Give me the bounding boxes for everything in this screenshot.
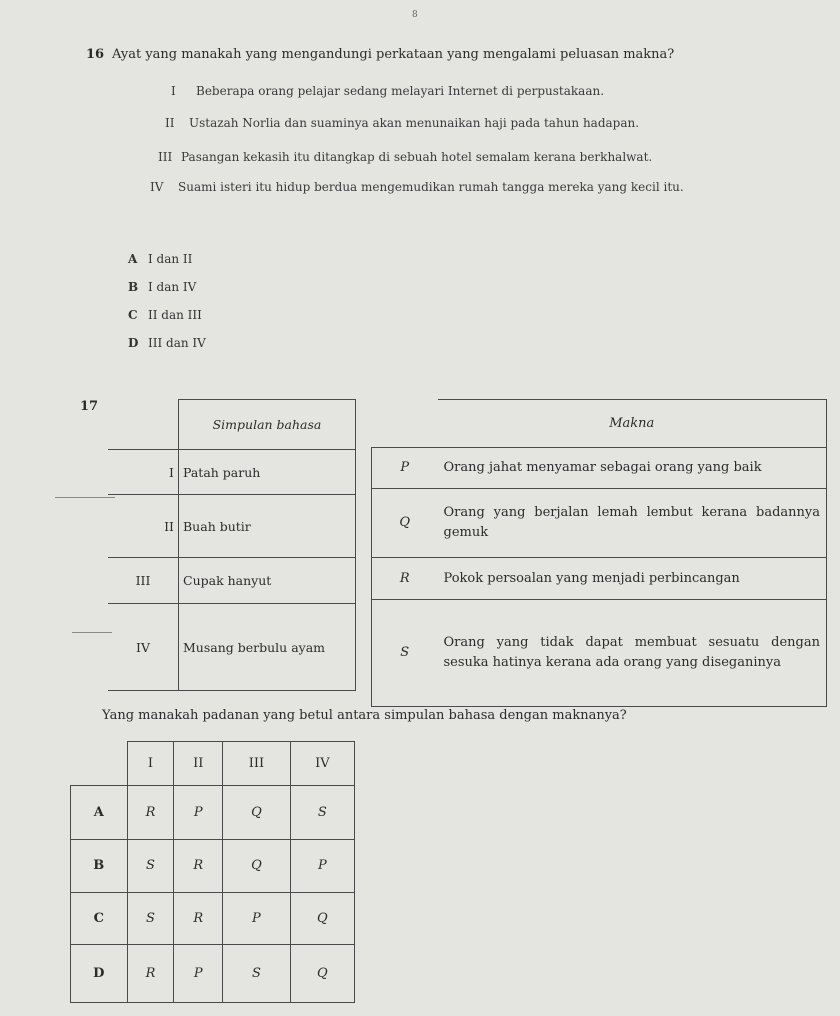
answer-cell: Q xyxy=(223,840,291,892)
simpulan-row-text: Buah butir xyxy=(179,495,356,558)
option-a-letter: A xyxy=(128,252,138,266)
answer-cell: S xyxy=(223,944,291,1002)
simpulan-row-num: IV xyxy=(108,604,179,691)
makna-row-text: Pokok persoalan yang menjadi perbincangan xyxy=(438,558,827,600)
answer-cell: S xyxy=(127,840,174,892)
simpulan-row-text: Cupak hanyut xyxy=(179,558,356,604)
answer-cell: P xyxy=(174,786,223,840)
answer-table xyxy=(70,741,355,1003)
answer-cell: Q xyxy=(290,892,354,944)
makna-row-text: Orang yang tidak dapat membuat sesuatu dengan sesuka hatinya kerana ada orang yang diseganinya xyxy=(438,600,827,707)
option-c-text: II dan III xyxy=(148,308,202,322)
answer-row-letter: A xyxy=(71,786,128,840)
answer-cell: P xyxy=(223,892,291,944)
question-16-number: 16 xyxy=(86,47,105,62)
answer-cell: R xyxy=(127,786,174,840)
answer-cell: R xyxy=(174,892,223,944)
option-a-text: I dan II xyxy=(148,252,193,266)
statement-2-text: Ustazah Norlia dan suaminya akan menunaikan haji pada tahun hadapan. xyxy=(189,116,640,130)
option-d-text: III dan IV xyxy=(148,336,206,350)
makna-row-letter: R xyxy=(372,558,438,600)
answer-col-header: III xyxy=(223,742,291,786)
simpulan-row-text: Musang berbulu ayam xyxy=(179,604,356,691)
option-c-letter: C xyxy=(128,308,138,322)
option-b-text: I dan IV xyxy=(148,280,197,294)
answer-cell: P xyxy=(174,944,223,1002)
answer-row-d[interactable] xyxy=(71,944,355,1002)
answer-row-letter: D xyxy=(71,944,128,1002)
answer-cell: R xyxy=(127,944,174,1002)
answer-row-letter: C xyxy=(71,892,128,944)
makna-header: Makna xyxy=(438,400,827,448)
question-17-prompt: Yang manakah padanan yang betul antara simpulan bahasa dengan maknanya? xyxy=(102,708,627,723)
simpulan-bahasa-table xyxy=(108,399,356,691)
page-number: 8 xyxy=(412,10,418,20)
simpulan-row-text: Patah paruh xyxy=(179,450,356,495)
statement-4-num: IV xyxy=(150,180,164,194)
blank-cell xyxy=(372,400,438,448)
answer-row-b[interactable] xyxy=(71,840,355,892)
question-17-number: 17 xyxy=(80,399,99,414)
option-d[interactable] xyxy=(128,336,206,350)
answer-col-header: I xyxy=(127,742,174,786)
option-b[interactable] xyxy=(128,280,196,294)
statement-4-text: Suami isteri itu hidup berdua mengemudikan rumah tangga mereka yang kecil itu. xyxy=(178,180,684,194)
option-b-letter: B xyxy=(128,280,139,294)
answer-col-header: II xyxy=(174,742,223,786)
makna-table xyxy=(371,399,827,707)
answer-cell: R xyxy=(174,840,223,892)
statement-3-num: III xyxy=(158,150,173,164)
makna-row-text: Orang jahat menyamar sebagai orang yang baik xyxy=(438,448,827,489)
dash-line xyxy=(55,497,115,498)
blank-cell xyxy=(108,400,179,450)
blank-cell xyxy=(71,742,128,786)
answer-row-letter: B xyxy=(71,840,128,892)
option-c[interactable] xyxy=(128,308,202,322)
simpulan-row-num: III xyxy=(108,558,179,604)
simpulan-row-num: I xyxy=(108,450,179,495)
makna-row-letter: S xyxy=(372,600,438,707)
simpulan-bahasa-header: Simpulan bahasa xyxy=(179,400,356,450)
makna-row-letter: Q xyxy=(372,489,438,558)
option-a[interactable] xyxy=(128,252,192,266)
answer-cell: Q xyxy=(223,786,291,840)
answer-cell: P xyxy=(290,840,354,892)
simpulan-row-num: II xyxy=(108,495,179,558)
answer-cell: S xyxy=(127,892,174,944)
question-16-text: Ayat yang manakah yang mengandungi perkataan yang mengalami peluasan makna? xyxy=(112,47,675,62)
statement-1-num: I xyxy=(171,84,176,98)
statement-3-text: Pasangan kekasih itu ditangkap di sebuah hotel semalam kerana berkhalwat. xyxy=(181,150,653,164)
statement-2-num: II xyxy=(165,116,175,130)
answer-col-header: IV xyxy=(290,742,354,786)
option-d-letter: D xyxy=(128,336,139,350)
answer-row-c[interactable] xyxy=(71,892,355,944)
makna-row-text: Orang yang berjalan lemah lembut kerana badannya gemuk xyxy=(438,489,827,558)
answer-cell: Q xyxy=(290,944,354,1002)
dash-line xyxy=(72,632,112,633)
answer-cell: S xyxy=(290,786,354,840)
answer-row-a[interactable] xyxy=(71,786,355,840)
makna-row-letter: P xyxy=(372,448,438,489)
statement-1-text: Beberapa orang pelajar sedang melayari Internet di perpustakaan. xyxy=(196,84,605,98)
